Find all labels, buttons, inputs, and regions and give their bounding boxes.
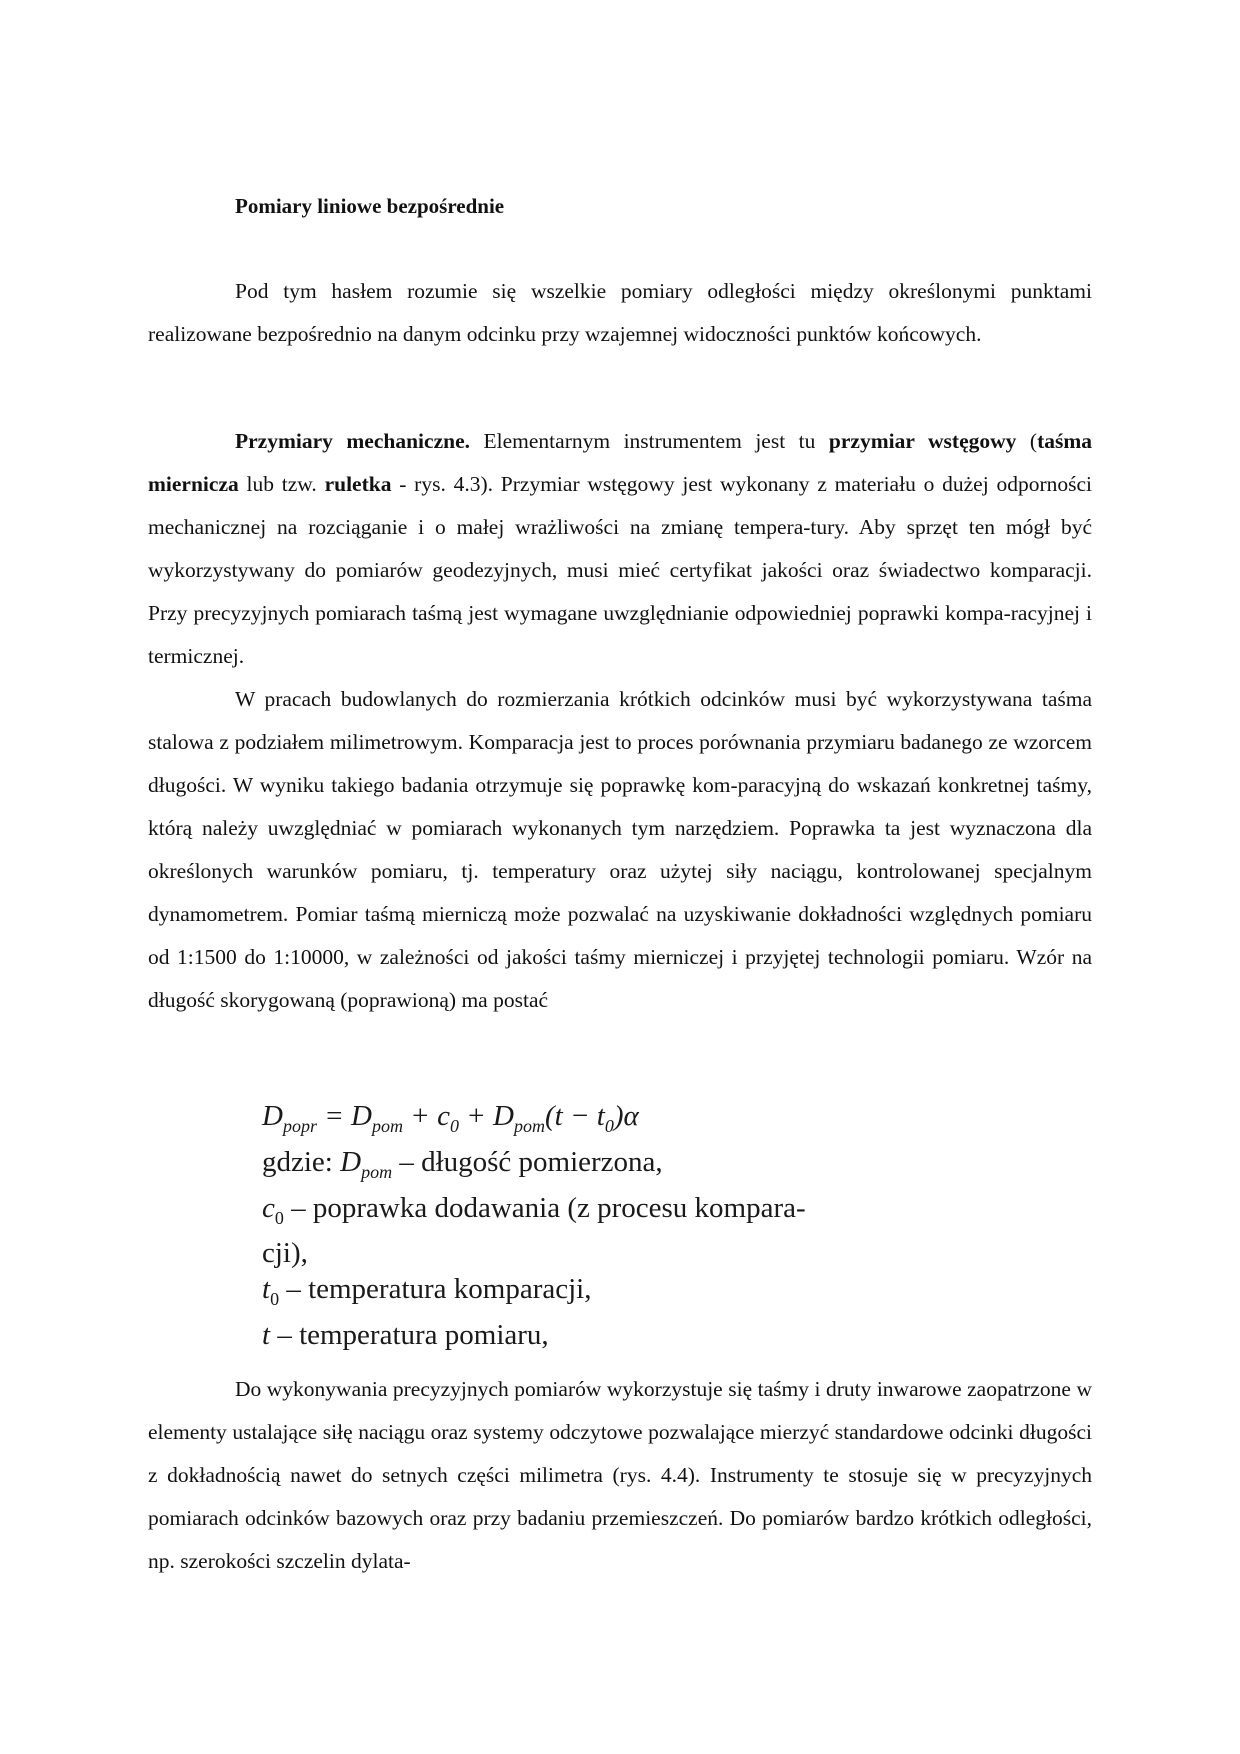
paragraph-text: Elementarnym instrumentem jest tu (470, 429, 829, 453)
bold-term-ruletka: ruletka (324, 472, 392, 496)
formula-equation: $D_{popr} = D_{pom} + c_0 + D_{pom}(t - t_0)\alpha$ (262, 1100, 639, 1136)
bold-term-mechanical: Przymiary mechaniczne. (235, 429, 470, 453)
formula-where-line: gdzie: $D_{pom}$ – długość pomierzona, (262, 1145, 663, 1182)
paragraph-text: - rys. 4.3). Przymiar wstęgowy jest wykonany z materiału o dużej odporności mechanicznej na rozciąganie i o małej wrażliwości na zmianę tempera-tury. Aby sprzęt ten mógł być wykorzystywany do pomiarów geodezyjnych, musi mieć certyfikat jakości oraz świadectwo komparacji. Przy precyzyjnych pomiarach taśmą jest wymagane uwzględnianie odpowiedniej poprawki kompa-racyjnej i termicznej. (148, 472, 1092, 668)
paragraph-text: lub tzw. (238, 472, 325, 496)
paragraph-precision-tapes: Do wykonywania precyzyjnych pomiarów wykorzystuje się taśmy i druty inwarowe zaopatrzone w elementy ustalające siłę naciągu oraz systemy odczytowe pozwalające mierzyć standardowe odcinki długości z dokładnością nawet do setnych części milimetra (rys. 4.4). Instrumenty te stosuje się w precyzyjnych pomiarach odcinków bazowych oraz przy badaniu przemieszczeń. Do pomiarów bardzo krótkich odległości, np. szerokości szczelin dylata- (148, 1377, 1092, 1573)
paragraph-text: ( (1016, 429, 1038, 453)
bold-term-tape-gauge: przymiar wstęgowy (828, 429, 1017, 453)
formula-t0-line: $t_0$ – temperatura komparacji, (262, 1273, 592, 1310)
section-title: Pomiary liniowe bezpośrednie (235, 194, 505, 218)
formula-c0-line-cont: cji), (262, 1237, 308, 1270)
formula-t-line: t – temperatura pomiaru, (262, 1319, 549, 1352)
paragraph-comparison: W pracach budowlanych do rozmierzania krótkich odcinków musi być wykorzystywana taśma stalowa z podziałem milimetrowym. Komparacja jest to proces porównania przymiaru badanego ze wzorcem długości. W wyniku takiego badania otrzymuje się poprawkę kom-paracyjną do wskazań konkretnej taśmy, którą należy uwzględniać w pomiarach wykonanych tym narzędziem. Poprawka ta jest wyznaczona dla określonych warunków pomiaru, tj. temperatury oraz użytej siły naciągu, kontrolowanej specjalnym dynamometrem. Pomiar taśmą mierniczą może pozwalać na uzyskiwanie dokładności względnych pomiaru od 1:1500 do 1:10000, w zależności od jakości taśmy mierniczej i przyjętej technologii pomiaru. Wzór na długość skorygowaną (poprawioną) ma postać (148, 687, 1092, 1012)
paragraph-intro: Pod tym hasłem rozumie się wszelkie pomiary odległości między określonymi punktami realizowane bezpośrednio na danym odcinku przy wzajemnej widoczności punktów końcowych. (148, 279, 1092, 346)
bold-term-measuring-tape: taśma miernicza (148, 429, 1092, 496)
formula-c0-line: $c_0$ – poprawka dodawania (z procesu kompara- (262, 1191, 806, 1228)
paragraph-mechanical-gauges (148, 420, 1092, 678)
formula-block (262, 1098, 922, 1353)
